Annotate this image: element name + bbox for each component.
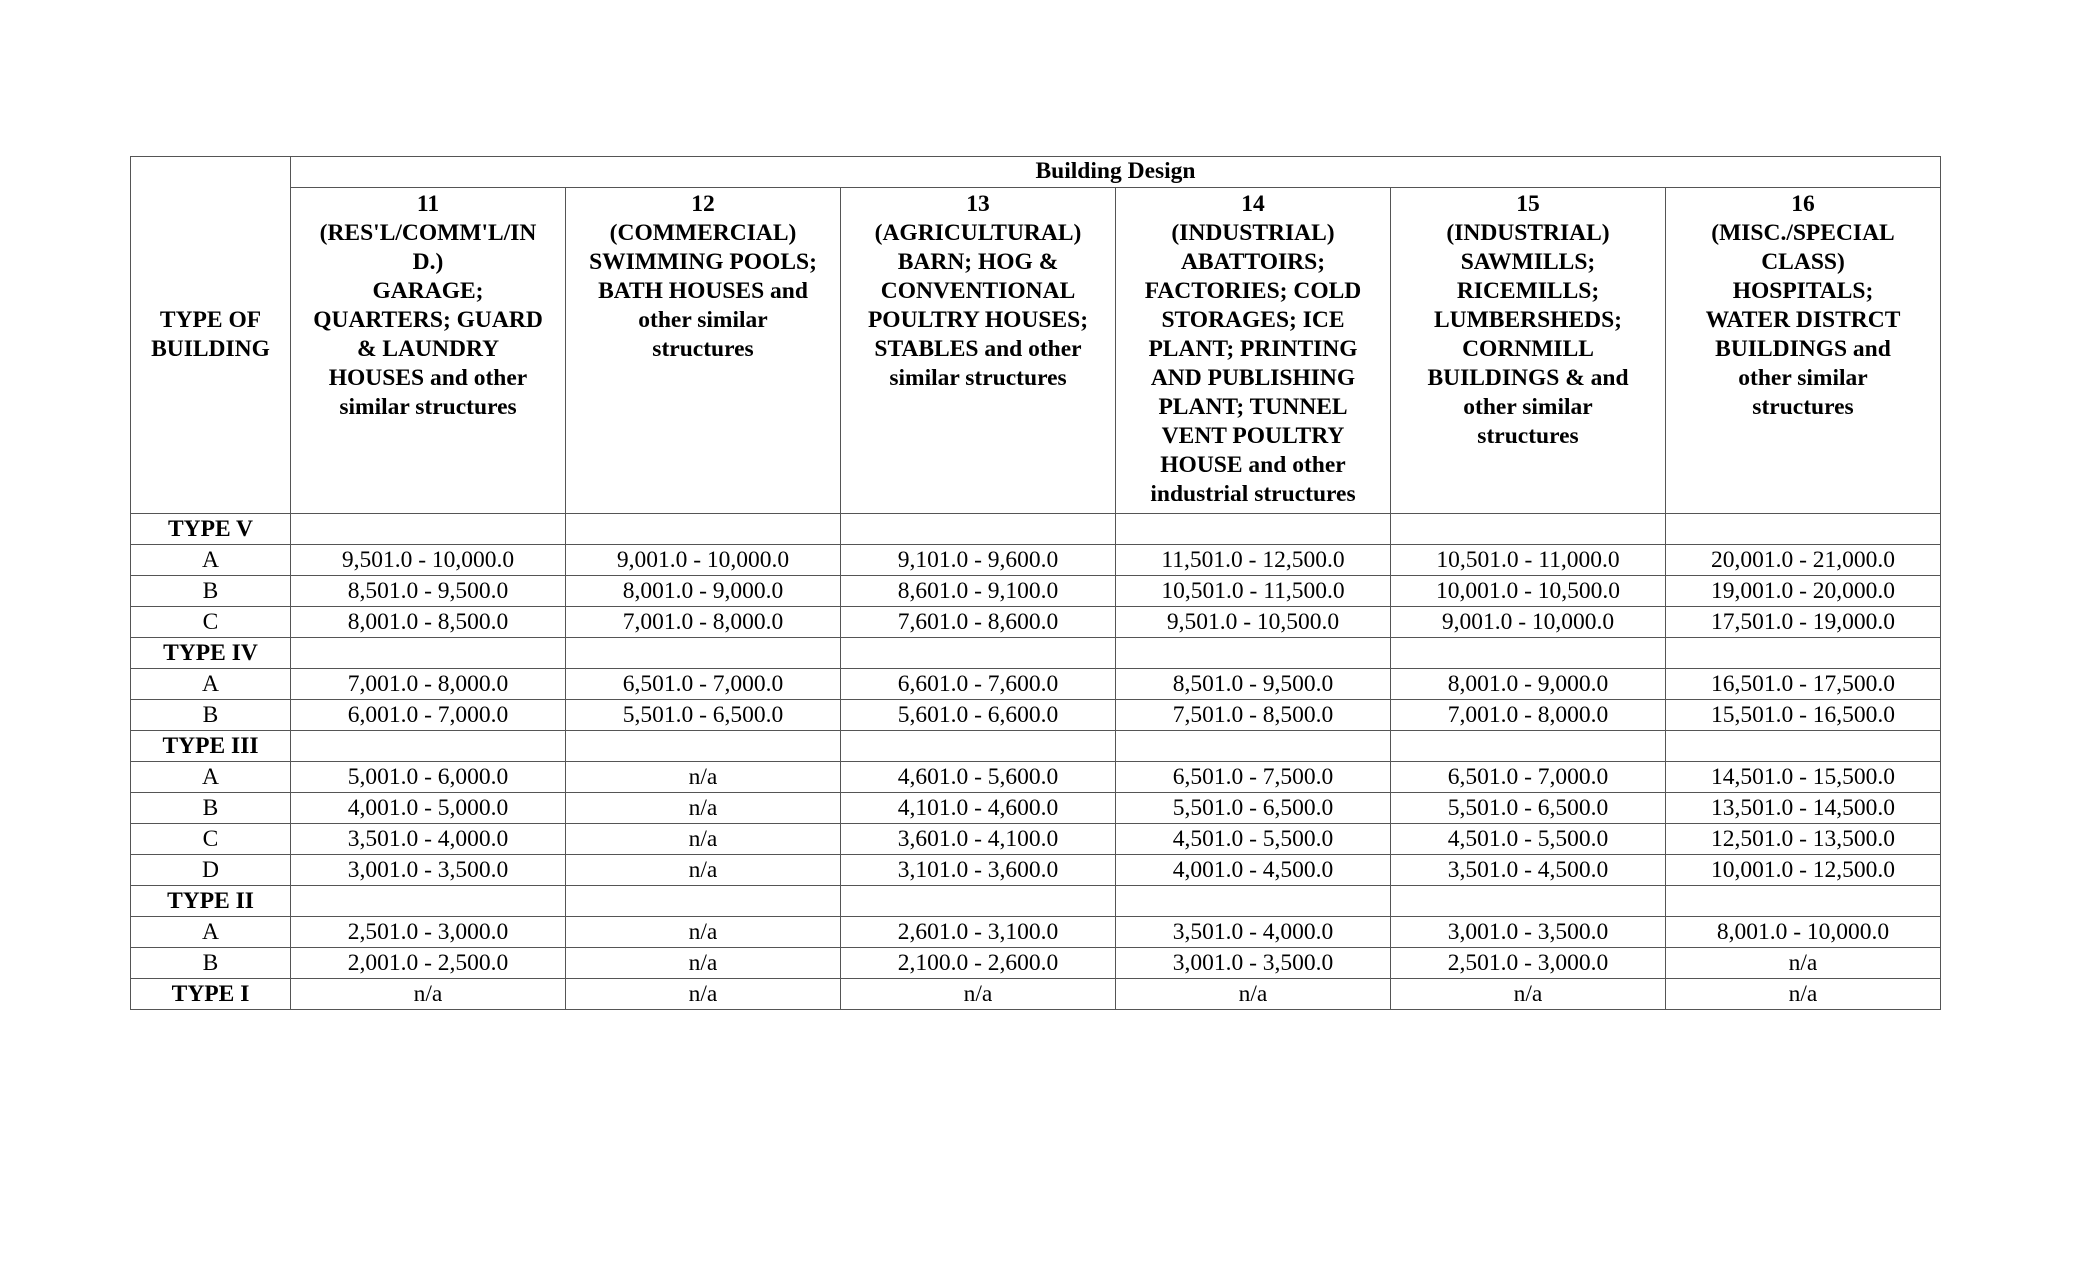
design-header-line: other similar — [1463, 394, 1593, 420]
value-cell — [1391, 886, 1666, 917]
design-header-line: other similar — [638, 307, 768, 333]
design-header-line: BARN; HOG & — [897, 249, 1059, 275]
value-cell: 2,501.0 - 3,000.0 — [1391, 948, 1666, 979]
value-cell: 11,501.0 - 12,500.0 — [1116, 545, 1391, 576]
design-header-line: structures — [652, 336, 754, 362]
value-cell: 5,501.0 - 6,500.0 — [1391, 793, 1666, 824]
value-cell — [1391, 514, 1666, 545]
value-cell: n/a — [566, 948, 841, 979]
value-cell: 7,501.0 - 8,500.0 — [1116, 700, 1391, 731]
building-design-table — [130, 156, 1941, 1010]
value-cell — [1116, 731, 1391, 762]
value-cell: n/a — [841, 979, 1116, 1010]
design-column-header — [1666, 188, 1941, 514]
value-cell: 4,101.0 - 4,600.0 — [841, 793, 1116, 824]
value-cell: 2,001.0 - 2,500.0 — [291, 948, 566, 979]
design-header-line: WATER DISTRCT — [1705, 307, 1901, 333]
design-header-line: (INDUSTRIAL) — [1171, 220, 1335, 246]
value-cell: 3,001.0 - 3,500.0 — [1116, 948, 1391, 979]
subtype-label: A — [131, 545, 291, 576]
design-header-line: 12 — [691, 191, 715, 217]
value-cell: n/a — [1391, 979, 1666, 1010]
value-cell: 8,001.0 - 10,000.0 — [1666, 917, 1941, 948]
design-header-line: & LAUNDRY — [356, 336, 500, 362]
value-cell: 3,601.0 - 4,100.0 — [841, 824, 1116, 855]
design-header-line: D.) — [412, 249, 444, 275]
design-header-line: SWIMMING POOLS; — [589, 249, 817, 275]
subtype-label: A — [131, 917, 291, 948]
type-group-label: TYPE III — [131, 731, 291, 762]
design-header-line: (RES'L/COMM'L/IN — [319, 220, 537, 246]
table-row — [131, 762, 1941, 793]
value-cell: 6,501.0 - 7,000.0 — [1391, 762, 1666, 793]
design-header-line: RICEMILLS; — [1456, 278, 1600, 304]
value-cell: 4,601.0 - 5,600.0 — [841, 762, 1116, 793]
value-cell: 7,001.0 - 8,000.0 — [291, 669, 566, 700]
table-row — [131, 948, 1941, 979]
table-row — [131, 793, 1941, 824]
type-group-row — [131, 731, 1941, 762]
design-header-line: 13 — [966, 191, 990, 217]
value-cell: 2,601.0 - 3,100.0 — [841, 917, 1116, 948]
value-cell: n/a — [566, 762, 841, 793]
design-header-line: (COMMERCIAL) — [609, 220, 797, 246]
value-cell: n/a — [566, 855, 841, 886]
value-cell: 8,501.0 - 9,500.0 — [1116, 669, 1391, 700]
design-columns-row — [131, 188, 1941, 514]
value-cell — [841, 886, 1116, 917]
table-row — [131, 917, 1941, 948]
value-cell: 3,501.0 - 4,500.0 — [1391, 855, 1666, 886]
type-group-row — [131, 979, 1941, 1010]
design-header-line: SAWMILLS; — [1460, 249, 1596, 275]
value-cell: 9,001.0 - 10,000.0 — [1391, 607, 1666, 638]
value-cell: 8,501.0 - 9,500.0 — [291, 576, 566, 607]
design-column-header — [291, 188, 566, 514]
value-cell: 17,501.0 - 19,000.0 — [1666, 607, 1941, 638]
value-cell — [566, 886, 841, 917]
design-header-line: (MISC./SPECIAL — [1711, 220, 1895, 246]
value-cell: 3,101.0 - 3,600.0 — [841, 855, 1116, 886]
design-header-line: similar structures — [889, 365, 1067, 391]
design-header-line: similar structures — [339, 394, 517, 420]
value-cell: n/a — [291, 979, 566, 1010]
value-cell: 8,601.0 - 9,100.0 — [841, 576, 1116, 607]
value-cell: n/a — [566, 793, 841, 824]
value-cell — [291, 514, 566, 545]
value-cell: 8,001.0 - 9,000.0 — [566, 576, 841, 607]
subtype-label: D — [131, 855, 291, 886]
subtype-label: C — [131, 607, 291, 638]
value-cell: n/a — [566, 824, 841, 855]
value-cell: 14,501.0 - 15,500.0 — [1666, 762, 1941, 793]
value-cell: 3,501.0 - 4,000.0 — [1116, 917, 1391, 948]
value-cell: 19,001.0 - 20,000.0 — [1666, 576, 1941, 607]
value-cell — [1391, 731, 1666, 762]
design-column-header — [1391, 188, 1666, 514]
design-header-line: structures — [1752, 394, 1854, 420]
design-header-line: LUMBERSHEDS; — [1433, 307, 1623, 333]
type-group-row — [131, 638, 1941, 669]
value-cell: n/a — [566, 917, 841, 948]
value-cell: 2,100.0 - 2,600.0 — [841, 948, 1116, 979]
design-header-line: 16 — [1791, 191, 1815, 217]
value-cell: 6,601.0 - 7,600.0 — [841, 669, 1116, 700]
value-cell: 10,001.0 - 10,500.0 — [1391, 576, 1666, 607]
value-cell: 4,001.0 - 4,500.0 — [1116, 855, 1391, 886]
design-header-line: PLANT; TUNNEL — [1158, 394, 1348, 420]
value-cell: 3,001.0 - 3,500.0 — [291, 855, 566, 886]
value-cell — [841, 638, 1116, 669]
value-cell: 10,501.0 - 11,500.0 — [1116, 576, 1391, 607]
table-body — [131, 514, 1941, 1010]
value-cell: n/a — [1666, 979, 1941, 1010]
value-cell: 8,001.0 - 9,000.0 — [1391, 669, 1666, 700]
value-cell: 5,501.0 - 6,500.0 — [566, 700, 841, 731]
type-group-label: TYPE V — [131, 514, 291, 545]
value-cell — [291, 731, 566, 762]
value-cell: n/a — [566, 979, 841, 1010]
value-cell — [1391, 638, 1666, 669]
value-cell: 5,001.0 - 6,000.0 — [291, 762, 566, 793]
value-cell — [1666, 886, 1941, 917]
value-cell: 4,501.0 - 5,500.0 — [1116, 824, 1391, 855]
value-cell: 9,501.0 - 10,000.0 — [291, 545, 566, 576]
type-group-label: TYPE IV — [131, 638, 291, 669]
table-row — [131, 824, 1941, 855]
value-cell: 9,001.0 - 10,000.0 — [566, 545, 841, 576]
design-header-line: 14 — [1241, 191, 1265, 217]
type-group-row — [131, 514, 1941, 545]
design-header-line: other similar — [1738, 365, 1868, 391]
design-header-line: GARAGE; — [372, 278, 484, 304]
building-design-header: Building Design — [291, 157, 1941, 188]
design-header-line: STABLES and other — [874, 336, 1082, 362]
design-header-line: (AGRICULTURAL) — [874, 220, 1082, 246]
design-header-line: ABATTOIRS; — [1180, 249, 1326, 275]
design-header-line: (INDUSTRIAL) — [1446, 220, 1610, 246]
value-cell: 13,501.0 - 14,500.0 — [1666, 793, 1941, 824]
type-header-line: TYPE OF — [159, 307, 262, 333]
value-cell — [1116, 886, 1391, 917]
value-cell: 2,501.0 - 3,000.0 — [291, 917, 566, 948]
value-cell — [841, 514, 1116, 545]
subtype-label: B — [131, 576, 291, 607]
value-cell — [1666, 514, 1941, 545]
design-header-line: 15 — [1516, 191, 1540, 217]
value-cell — [1666, 731, 1941, 762]
design-header-line: BATH HOUSES and — [598, 278, 808, 304]
design-header-line: HOUSES and other — [328, 365, 528, 391]
table-row — [131, 576, 1941, 607]
type-of-building-header — [131, 157, 291, 514]
value-cell: 12,501.0 - 13,500.0 — [1666, 824, 1941, 855]
table-row — [131, 855, 1941, 886]
design-header-line: structures — [1477, 423, 1579, 449]
design-header-line: AND PUBLISHING — [1150, 365, 1356, 391]
design-column-header — [841, 188, 1116, 514]
design-header-line: VENT POULTRY — [1161, 423, 1345, 449]
value-cell: 20,001.0 - 21,000.0 — [1666, 545, 1941, 576]
design-header-line: CORNMILL — [1462, 336, 1594, 362]
design-header-line: BUILDINGS & and — [1427, 365, 1629, 391]
value-cell — [291, 886, 566, 917]
table-row — [131, 700, 1941, 731]
design-header-line: FACTORIES; COLD — [1144, 278, 1362, 304]
design-header-line: POULTRY HOUSES; — [867, 307, 1089, 333]
design-header-line: industrial structures — [1150, 481, 1356, 507]
design-header-line: BUILDINGS and — [1715, 336, 1891, 362]
type-group-row — [131, 886, 1941, 917]
design-header-line: QUARTERS; GUARD — [313, 307, 543, 333]
table-row — [131, 669, 1941, 700]
value-cell — [1116, 514, 1391, 545]
value-cell: 3,501.0 - 4,000.0 — [291, 824, 566, 855]
value-cell: 7,601.0 - 8,600.0 — [841, 607, 1116, 638]
value-cell — [291, 638, 566, 669]
design-header-line: 11 — [416, 191, 440, 217]
value-cell: 16,501.0 - 17,500.0 — [1666, 669, 1941, 700]
design-header-line: CLASS) — [1761, 249, 1845, 275]
design-header-line: PLANT; PRINTING — [1148, 336, 1358, 362]
design-header-line: STORAGES; ICE — [1161, 307, 1345, 333]
design-column-header — [1116, 188, 1391, 514]
value-cell: n/a — [1116, 979, 1391, 1010]
value-cell — [566, 514, 841, 545]
subtype-label: B — [131, 948, 291, 979]
table-row — [131, 607, 1941, 638]
value-cell — [1116, 638, 1391, 669]
value-cell — [566, 731, 841, 762]
type-group-label: TYPE I — [131, 979, 291, 1010]
value-cell: 7,001.0 - 8,000.0 — [1391, 700, 1666, 731]
subtype-label: B — [131, 793, 291, 824]
subtype-label: A — [131, 762, 291, 793]
value-cell: 15,501.0 - 16,500.0 — [1666, 700, 1941, 731]
design-column-header — [566, 188, 841, 514]
value-cell — [566, 638, 841, 669]
value-cell: 5,601.0 - 6,600.0 — [841, 700, 1116, 731]
value-cell: 9,501.0 - 10,500.0 — [1116, 607, 1391, 638]
value-cell: 6,501.0 - 7,500.0 — [1116, 762, 1391, 793]
value-cell: 6,501.0 - 7,000.0 — [566, 669, 841, 700]
value-cell: 10,501.0 - 11,000.0 — [1391, 545, 1666, 576]
value-cell: n/a — [1666, 948, 1941, 979]
type-header-line: BUILDING — [151, 336, 270, 362]
subtype-label: B — [131, 700, 291, 731]
design-header-line: HOUSE and other — [1160, 452, 1346, 478]
value-cell: 5,501.0 - 6,500.0 — [1116, 793, 1391, 824]
value-cell: 4,001.0 - 5,000.0 — [291, 793, 566, 824]
table-row — [131, 545, 1941, 576]
value-cell — [841, 731, 1116, 762]
value-cell: 8,001.0 - 8,500.0 — [291, 607, 566, 638]
value-cell: 6,001.0 - 7,000.0 — [291, 700, 566, 731]
value-cell: 9,101.0 - 9,600.0 — [841, 545, 1116, 576]
value-cell — [1666, 638, 1941, 669]
subtype-label: C — [131, 824, 291, 855]
type-group-label: TYPE II — [131, 886, 291, 917]
value-cell: 10,001.0 - 12,500.0 — [1666, 855, 1941, 886]
subtype-label: A — [131, 669, 291, 700]
design-header-line: CONVENTIONAL — [880, 278, 1076, 304]
value-cell: 3,001.0 - 3,500.0 — [1391, 917, 1666, 948]
design-header-line: HOSPITALS; — [1732, 278, 1874, 304]
value-cell: 7,001.0 - 8,000.0 — [566, 607, 841, 638]
value-cell: 4,501.0 - 5,500.0 — [1391, 824, 1666, 855]
